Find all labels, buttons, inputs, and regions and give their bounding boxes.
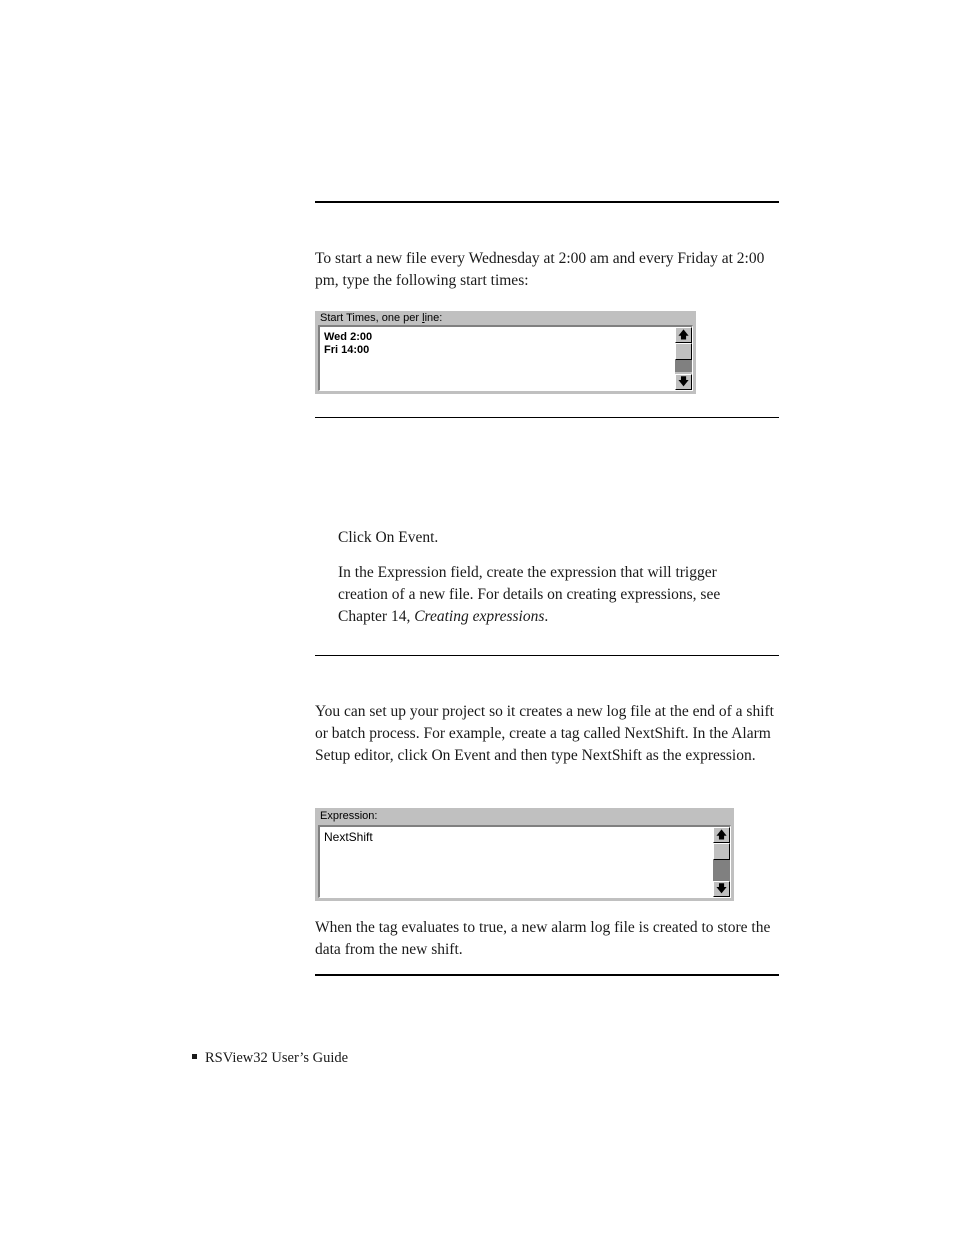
expression-field[interactable] <box>318 825 731 898</box>
section-rule-3 <box>315 655 779 656</box>
section-rule-bottom <box>315 974 779 976</box>
bullet-icon <box>192 1054 197 1059</box>
expression-value: NextShift <box>324 830 373 844</box>
page-footer <box>192 1048 348 1068</box>
arrow-down-icon: 🡇 <box>715 882 728 895</box>
scroll-thumb[interactable] <box>713 843 730 860</box>
scroll-track[interactable] <box>675 360 692 372</box>
example2-intro: You can set up your project so it creates a new log file at the end of a shift or batch process. For example, create a tag called NextShift. In the Alarm Setup editor, click On Event and then type NextShift as the expression. <box>315 703 774 764</box>
step-2: In the Expression field, create the expression that will trigger creation of a new file. For details on creating expressions, see Chapter 14, Creating expressions. <box>338 564 721 625</box>
scroll-up-button[interactable] <box>713 827 730 843</box>
scroll-down-button[interactable] <box>713 881 730 897</box>
scroll-up-button[interactable] <box>675 327 692 343</box>
arrow-down-icon: 🡇 <box>677 375 690 388</box>
expression-widget <box>315 808 734 901</box>
scroll-down-button[interactable] <box>675 374 692 390</box>
start-times-text: Wed 2:00 Fri 14:00 <box>324 331 373 356</box>
chapter-reference: Creating expressions <box>414 608 545 625</box>
start-times-label: Start Times, one per line: <box>320 312 443 324</box>
step-1: Click On Event. <box>338 529 439 546</box>
expression-label: Expression: <box>320 810 378 822</box>
start-times-scrollbar[interactable] <box>675 327 692 390</box>
start-times-listbox[interactable] <box>318 325 693 391</box>
section-rule-2 <box>315 417 779 418</box>
arrow-up-icon: 🡅 <box>677 328 690 341</box>
example2-outcome: When the tag evaluates to true, a new alarm log file is created to store the data from the new shift. <box>315 919 771 958</box>
scroll-track[interactable] <box>713 860 730 881</box>
arrow-up-icon: 🡅 <box>715 828 728 841</box>
example1-intro: To start a new file every Wednesday at 2:00 am and every Friday at 2:00 pm, type the following start times: <box>315 250 765 289</box>
expression-scrollbar[interactable] <box>713 827 730 897</box>
start-times-widget <box>315 311 696 394</box>
scroll-thumb[interactable] <box>675 343 692 360</box>
footer-text: RSView32 User’s Guide <box>205 1050 349 1066</box>
section-rule-top <box>315 201 779 203</box>
